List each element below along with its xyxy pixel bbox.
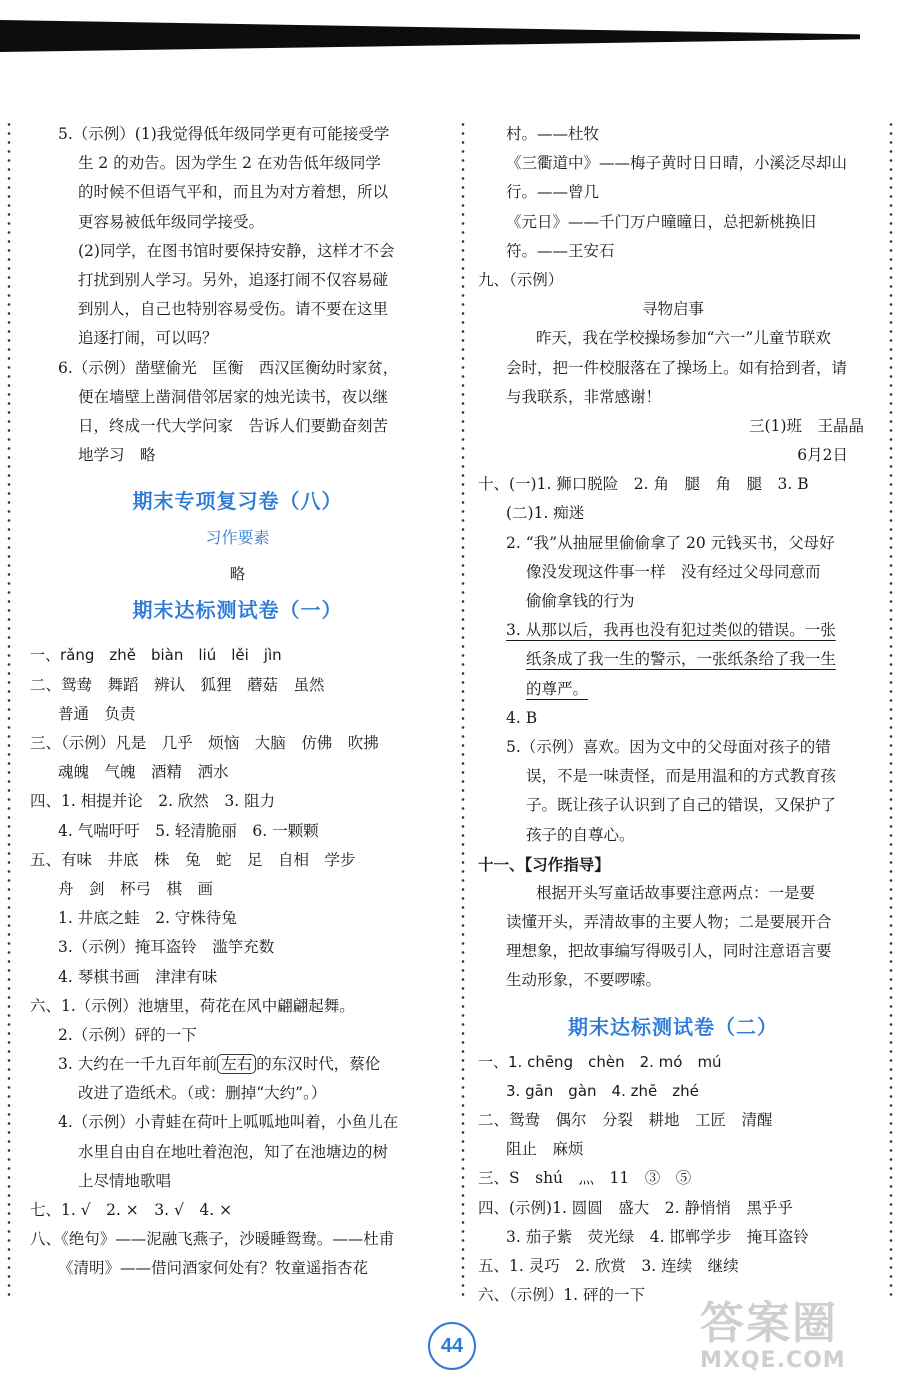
text-line: 二、鸳鸯 舞蹈 辨认 狐狸 蘑菇 虽然 <box>30 675 325 694</box>
text-line: 五、有味 井底 株 兔 蛇 足 自相 学步 <box>30 850 356 869</box>
text-line: 阻止 麻烦 <box>506 1140 584 1159</box>
text-line: 像没发现这件事一样 没有经过父母同意而 <box>526 562 821 581</box>
text-line: 三、S shú 灬 11 ③ ⑤ <box>478 1169 692 1188</box>
center-dotted-divider <box>460 120 466 1300</box>
text-line: 的时候不但语气平和，而且为对方着想，所以 <box>78 183 389 202</box>
text-line: 普通 负责 <box>58 704 136 723</box>
text-line: 打扰到别人学习。另外，追逐打闹不仅容易碰 <box>78 270 389 289</box>
text-line: 4.（示例）小青蛙在荷叶上呱呱地叫着，小鱼儿在 <box>58 1113 399 1132</box>
notice-signature: 三(1)班 王晶晶 <box>749 416 864 435</box>
text-line: 理想象，把故事编写得吸引人，同时注意语言要 <box>506 942 832 961</box>
section-subtitle: 习作要素 <box>205 528 270 548</box>
text-line <box>478 616 868 645</box>
text-line: 5.（示例）喜欢。因为文中的父母面对孩子的错 <box>506 737 831 756</box>
left-column <box>30 120 445 1284</box>
section-title-test-1: 期末达标测试卷（一） <box>132 598 343 623</box>
top-decorative-bar <box>0 20 860 52</box>
text-line: 一、1. chēng chèn 2. mó mú <box>478 1052 722 1071</box>
notice-title: 寻物启事 <box>641 300 704 319</box>
text-line: 便在墙壁上凿洞借邻居家的烛光读书，夜以继 <box>78 387 389 406</box>
text-line: 《清明》——借问酒家何处有？牧童遥指杏花 <box>58 1259 369 1278</box>
right-dotted-border <box>888 120 894 1300</box>
text-line: 到别人，自己也特别容易受伤。请不要在这里 <box>78 300 389 319</box>
text-line: 会时，把一件校服落在了操场上。如有拾到者，请 <box>506 358 848 377</box>
text-line: 误，不是一味责怪，而是用温和的方式教育孩 <box>526 767 837 786</box>
text-line: 《三衢道中》——梅子黄时日日晴，小溪泛尽却山 <box>506 154 848 173</box>
text-line: 五、1. 灵巧 2. 欣赏 3. 连续 继续 <box>478 1256 739 1275</box>
text-line: 地学习 略 <box>78 446 156 465</box>
text-line: 八、《绝句》——泥融飞燕子，沙暖睡鸳鸯。——杜甫 <box>30 1230 395 1249</box>
text-line: 四、(示例)1. 圆圆 盛大 2. 静悄悄 黑乎乎 <box>478 1198 794 1217</box>
text-line: 根据开头写童话故事要注意两点：一是要 <box>536 883 816 902</box>
section-title-test-2: 期末达标测试卷（二） <box>568 1014 778 1039</box>
notice-date: 6月2日 <box>797 446 848 465</box>
underlined-text: 纸条成了我一生的警示，一张纸条给了我一生 <box>526 650 837 669</box>
text-line: 三、（示例）凡是 几乎 烦恼 大脑 仿佛 吹拂 <box>30 734 379 752</box>
right-column <box>478 120 868 1310</box>
text-line: 改进了造纸术。（或：删掉“大约”。） <box>78 1084 327 1103</box>
text-line <box>478 645 868 674</box>
text-line: 6.（示例）凿壁偷光 匡衡 西汉匡衡幼时家贫， <box>58 358 399 377</box>
text-line: 日，终成一代大学问家 告诉人们要勤奋刻苦 <box>78 416 389 435</box>
text-line-with-correction <box>30 1050 445 1079</box>
text-line: 生 2 的劝告。因为学生 2 在劝告低年级同学 <box>78 154 381 173</box>
text-line <box>478 675 868 704</box>
text-line: 魂魄 气魄 酒精 洒水 <box>58 763 229 782</box>
text-line: 舟 剑 杯弓 棋 画 <box>58 879 214 898</box>
text-line: 村。——杜牧 <box>506 125 600 143</box>
text-line: 行。——曾几 <box>506 183 600 202</box>
text-line: 六、1.（示例）池塘里，荷花在风中翩翩起舞。 <box>30 996 355 1015</box>
text-line: 六、（示例）1. 砰的一下 <box>478 1286 645 1305</box>
text-line: 更容易被低年级同学接受。 <box>78 212 265 231</box>
text-line: 2. “我”从抽屉里偷偷拿了 20 元钱买书，父母好 <box>506 533 835 552</box>
text-line: 追逐打闹，可以吗？ <box>78 329 218 348</box>
text-line: 七、1. √ 2. × 3. √ 4. × <box>30 1201 233 1219</box>
text-line: 十、(一)1. 狮口脱险 2. 角 腿 角 腿 3. B <box>478 475 809 494</box>
text-line: 4. 琴棋书画 津津有味 <box>58 967 218 986</box>
underlined-text: 3. 从那以后，我再也没有犯过类似的错误。一张 <box>506 621 836 640</box>
page-number: 44 <box>428 1322 476 1370</box>
text-line: 符。——王安石 <box>506 241 615 260</box>
text-line: 3. 茄子紫 荧光绿 4. 邯郸学步 掩耳盗铃 <box>506 1227 809 1246</box>
text-line: 四、1. 相提并论 2. 欣然 3. 阻力 <box>30 792 276 811</box>
text-line: 读懂开头，弄清故事的主要人物；二是要展开合 <box>506 913 832 932</box>
text-line: 1. 井底之蛙 2. 守株待兔 <box>58 909 237 928</box>
text-line: 与我联系，非常感谢！ <box>506 387 662 406</box>
text-line: 3.（示例）掩耳盗铃 滥竽充数 <box>58 938 275 957</box>
text-line: 水里自由自在地吐着泡泡，知了在池塘边的树 <box>78 1142 389 1161</box>
text-segment: 3. 大约在一千九百年前 <box>58 1055 218 1074</box>
text-line: 子。既让孩子认识到了自己的错误，又保护了 <box>526 796 837 815</box>
text-line: (2)同学，在图书馆时要保持安静，这样才不会 <box>78 241 395 260</box>
text-line: 十一、【习作指导】 <box>478 854 610 874</box>
text-line: 4. 气喘吁吁 5. 轻清脆丽 6. 一颗颗 <box>58 821 319 840</box>
text-line: 4. B <box>506 708 538 727</box>
text-line: 2.（示例）砰的一下 <box>58 1025 197 1044</box>
text-line: 上尽情地歌唱 <box>78 1171 172 1190</box>
text-line: 一、rǎng zhě biàn liú lěi jìn <box>30 646 282 665</box>
omitted-note: 略 <box>229 565 246 584</box>
text-line: 3. gān gàn 4. zhē zhé <box>506 1081 699 1100</box>
text-line: 孩子的自尊心。 <box>526 825 635 844</box>
text-line: 二、鸳鸯 偶尔 分裂 耕地 工匠 清醒 <box>478 1111 773 1129</box>
text-line: (二)1. 痴迷 <box>506 504 585 523</box>
watermark-text-cn: 答案圈 <box>700 1298 838 1349</box>
text-line: 生动形象，不要啰嗦。 <box>506 971 662 990</box>
text-segment: 的东汉时代，蔡伦 <box>256 1055 381 1074</box>
watermark-text-en: MXQE.COM <box>700 1348 846 1373</box>
watermark-logo <box>700 1300 890 1380</box>
underlined-text: 的尊严。 <box>526 679 589 698</box>
boxed-word: 左右 <box>217 1054 256 1074</box>
text-line: 5.（示例）(1)我觉得低年级同学更有可能接受学 <box>58 125 390 143</box>
text-line: 偷偷拿钱的行为 <box>526 592 635 610</box>
text-line: 昨天，我在学校操场参加“六一”儿童节联欢 <box>536 329 831 348</box>
text-line: 《元日》——千门万户曈曈日，总把新桃换旧 <box>506 212 817 231</box>
section-title-review-8: 期末专项复习卷（八） <box>132 489 343 514</box>
left-dotted-border <box>6 120 12 1300</box>
text-line: 九、（示例） <box>478 270 564 289</box>
